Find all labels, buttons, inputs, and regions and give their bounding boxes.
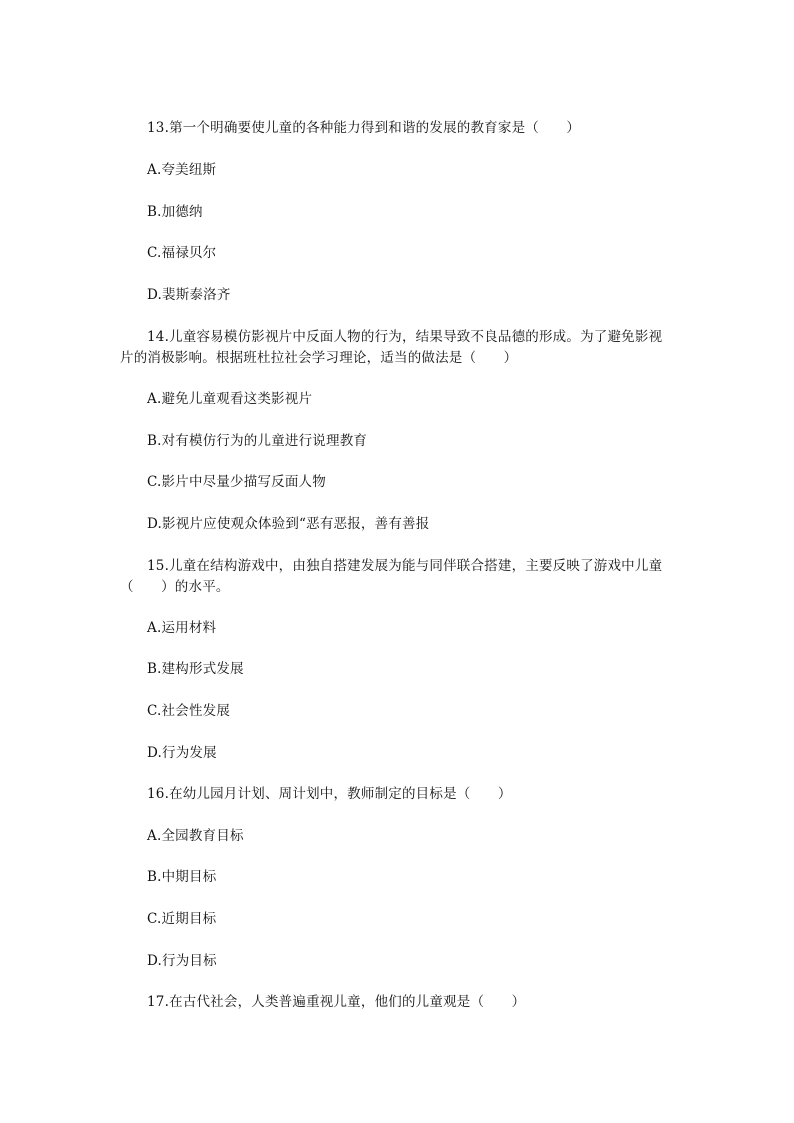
question-16-stem: 16.在幼儿园月计划、周计划中，教师制定的目标是（ ） [147, 786, 512, 802]
question-13-option-c: C.福禄贝尔 [147, 245, 217, 261]
question-13-stem: 13.第一个明确要使儿童的各种能力得到和谐的发展的教育家是（ ） [147, 120, 581, 136]
question-13-option-b: B.加德纳 [147, 204, 203, 220]
question-13-option-a: A.夸美纽斯 [147, 162, 217, 178]
question-14-stem-continued: 片的消极影响。根据班杜拉社会学习理论，适当的做法是（ ） [120, 350, 518, 366]
question-15-option-c: C.社会性发展 [147, 703, 231, 719]
question-14-option-b: B.对有模仿行为的儿童进行说理教育 [147, 433, 368, 449]
question-16-option-d: D.行为目标 [147, 953, 217, 969]
question-17-stem: 17.在古代社会，人类普遍重视儿童，他们的儿童观是（ ） [147, 994, 526, 1010]
question-13-option-d: D.裴斯泰洛齐 [147, 287, 231, 303]
question-16-option-b: B.中期目标 [147, 869, 217, 885]
question-15-option-a: A.运用材料 [147, 620, 217, 636]
question-15-option-d: D.行为发展 [147, 745, 217, 761]
question-14-stem: 14.儿童容易模仿影视片中反面人物的行为，结果导致不良品德的形成。为了避免影视 [147, 329, 663, 345]
question-15-stem-continued: （ ）的水平。 [120, 579, 230, 595]
question-14-option-d: D.影视片应使观众体验到“恶有恶报，善有善报 [147, 516, 430, 532]
question-16-option-a: A.全园教育目标 [147, 828, 244, 844]
question-15-stem: 15.儿童在结构游戏中，由独自搭建发展为能与同伴联合搭建，主要反映了游戏中儿童 [147, 558, 663, 574]
question-14-option-a: A.避免儿童观看这类影视片 [147, 391, 313, 407]
question-16-option-c: C.近期目标 [147, 911, 217, 927]
question-14-option-c: C.影片中尽量少描写反面人物 [147, 474, 326, 490]
question-15-option-b: B.建构形式发展 [147, 661, 244, 677]
